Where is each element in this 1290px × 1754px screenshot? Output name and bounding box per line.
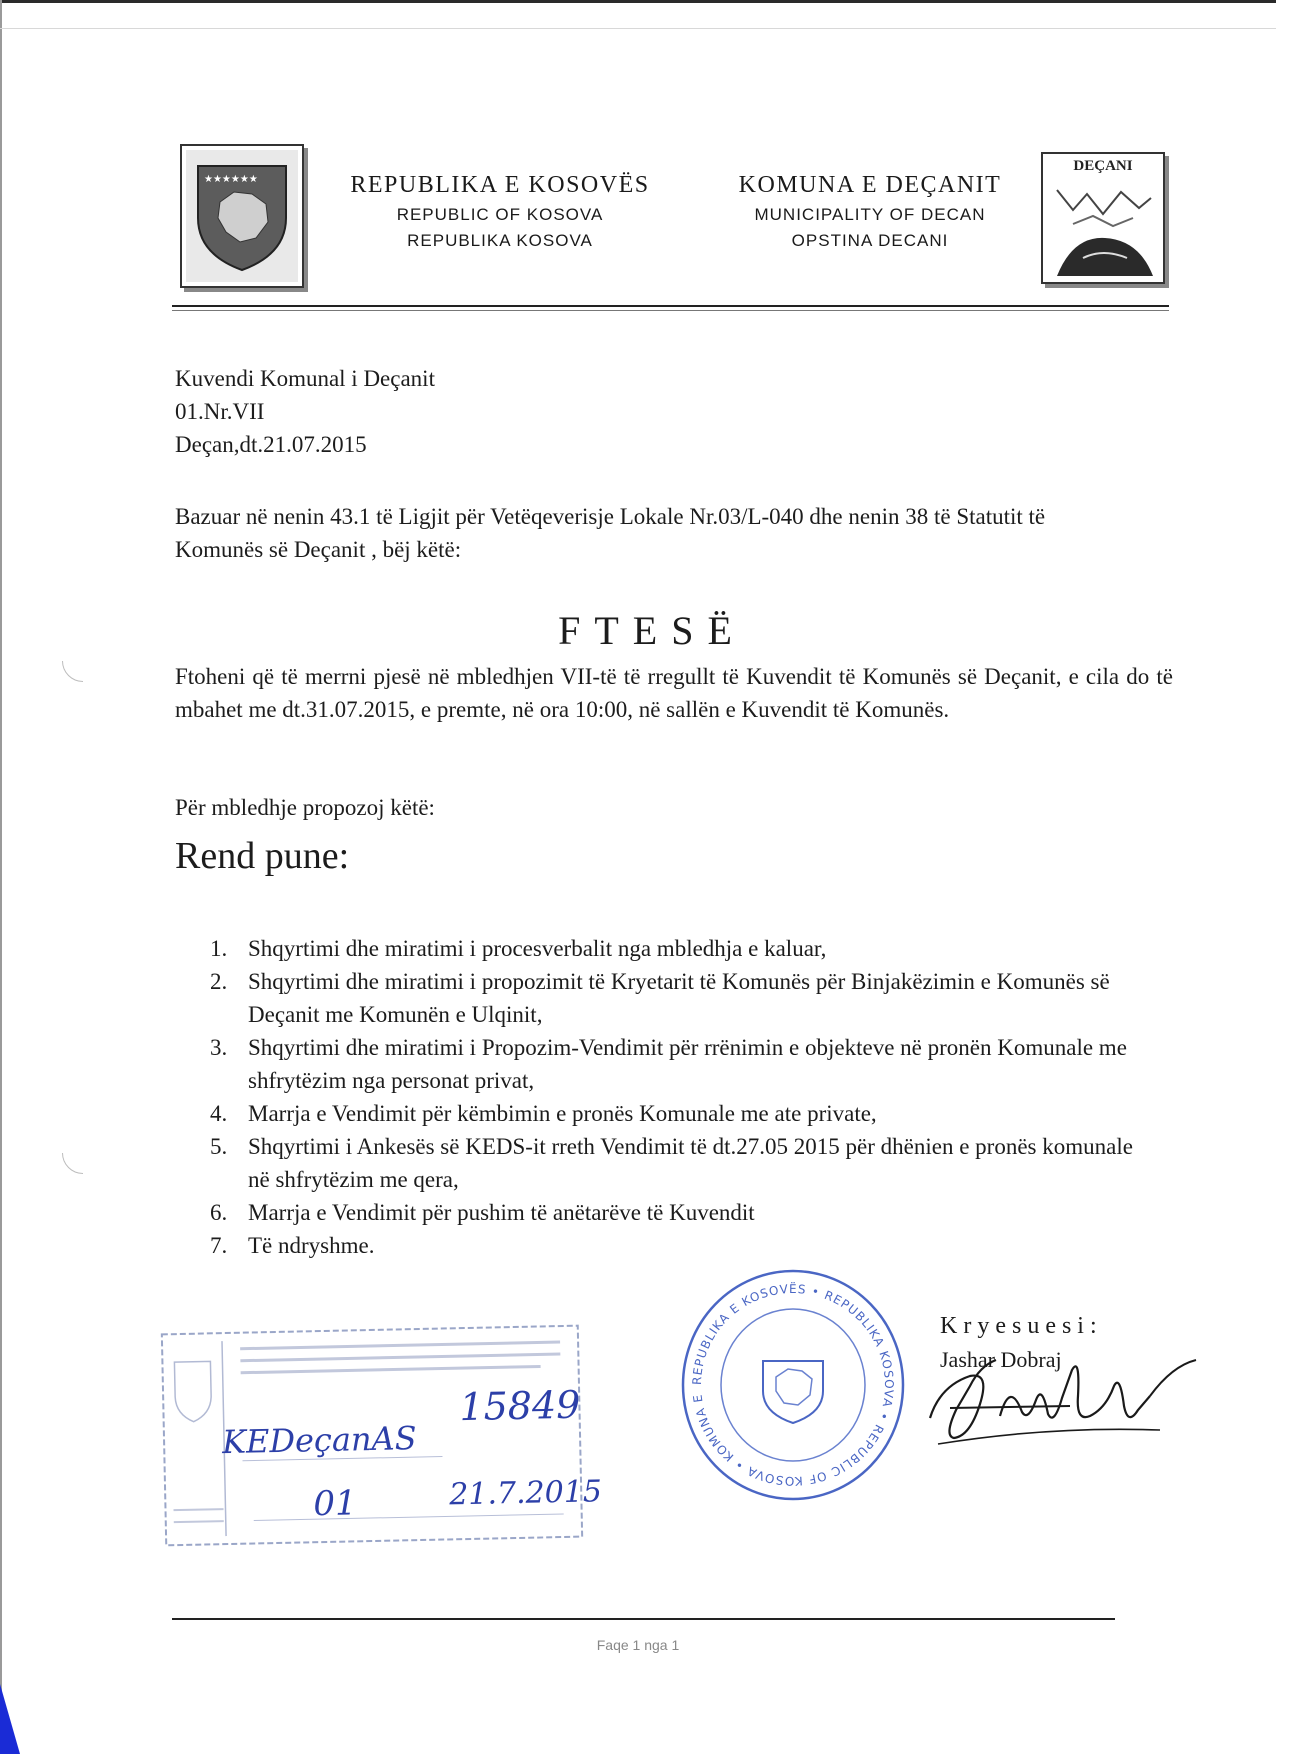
agenda-item [200, 1229, 1160, 1262]
agenda-item [200, 1097, 1160, 1130]
agenda-list [200, 932, 1160, 1262]
header-municipality-line3: OPSTINA DECANI [791, 231, 949, 250]
agenda-item-number: 5. [210, 1134, 228, 1159]
stamp-handwritten-sender: KEDeçanAS [221, 1419, 417, 1462]
footer-rule [172, 1618, 1115, 1620]
header-municipality-title: KOMUNA E DEÇANIT [738, 172, 1002, 198]
agenda-item [200, 1196, 1160, 1229]
decani-logo-text: DEÇANI [1073, 158, 1133, 174]
svg-text:★★★★★★: ★★★★★★ [204, 174, 258, 185]
seal-text: REPUBLIKA E KOSOVËS • REPUBLIKA KOSOVA • REPUBLIC OF KOSOVA • KOMUNA E [689, 1281, 897, 1489]
stamp-handwritten-number: 15849 [458, 1382, 581, 1430]
agenda-item-text: Të ndryshme. [248, 1233, 375, 1258]
document-meta [175, 362, 435, 461]
agenda-item-text: Shqyrtimi dhe miratimi i propozimit të Kryetarit të Komunës për Binjakëzimin e Komunës së Deçanit me Komunën e Ulqinit, [248, 969, 1110, 1027]
agenda-item [200, 1031, 1160, 1097]
stamp-handwritten-date: 21.7.2015 [448, 1474, 603, 1513]
received-stamp [160, 1324, 603, 1548]
agenda-item [200, 932, 1160, 965]
header-rule-thin [172, 310, 1169, 311]
propose-label: Për mbledhje propozoj këtë: [175, 795, 435, 820]
agenda-item-text: Shqyrtimi i Ankesës së KEDS-it rreth Vendimit të dt.27.05 2015 për dhënien e pronës komunale në shfrytëzim me qera, [248, 1134, 1133, 1192]
agenda-item-number: 6. [210, 1200, 228, 1225]
decani-municipality-logo [1041, 152, 1165, 284]
intro-paragraph: Bazuar në nenin 43.1 të Ligjit për Vetëqeverisje Lokale Nr.03/L-040 dhe nenin 38 të Statutit të Komunës së Deçanit , bëj këtë: [175, 504, 1046, 562]
header-republic-title: REPUBLIKA E KOSOVËS [350, 172, 650, 198]
agenda-item-text: Shqyrtimi dhe miratimi i procesverbalit nga mbledhja e kaluar, [248, 936, 827, 961]
agenda-item-text: Shqyrtimi dhe miratimi i Propozim-Vendimit për rrënimin e objekteve në pronën Komunale me shfrytëzim nga personat privat, [248, 1035, 1127, 1093]
header-municipality-line2: MUNICIPALITY OF DECAN [754, 205, 986, 224]
agenda-item [200, 965, 1160, 1031]
kosovo-emblem-logo [180, 144, 304, 288]
scan-corner-mark [0, 1684, 20, 1754]
agenda-item [200, 1130, 1160, 1196]
chair-name: Jashar Dobraj [940, 1347, 1062, 1372]
agenda-item-number: 3. [210, 1035, 228, 1060]
agenda-item-number: 2. [210, 969, 228, 994]
agenda-item-number: 4. [210, 1101, 228, 1126]
invitation-paragraph: Ftoheni që të merrni pjesë në mbledhjen VII-të të rregullt të Kuvendit të Komunës së Deçanit, e cila do të mbahet me dt.31.07.2015, e premte, në ora 10:00, në sallën e Kuvendit të Komunës. [175, 664, 1173, 722]
header-republic [320, 172, 680, 251]
agenda-item-number: 7. [210, 1233, 228, 1258]
stamp-handwritten-code: 01 [313, 1483, 358, 1525]
chair-signature [910, 1326, 1230, 1466]
agenda-item-text: Marrja e Vendimit për pushim të anëtarëve të Kuvendit [248, 1200, 755, 1225]
page-number: Faqe 1 nga 1 [596, 1637, 680, 1653]
punch-hole-mark [62, 1132, 104, 1174]
scan-left-edge [0, 0, 2, 1754]
header-republic-line3: REPUBLIKA KOSOVA [407, 231, 593, 250]
chair-label: Kryesuesi: [940, 1313, 1103, 1339]
institution-name: Kuvendi Komunal i Deçanit [175, 366, 435, 391]
agenda-item-text: Marrja e Vendimit për këmbimin e pronës Komunale me ate private, [248, 1101, 877, 1126]
document-title: FTESË [558, 608, 746, 653]
scan-line [0, 28, 1276, 29]
official-round-seal [678, 1265, 908, 1505]
reference-number: 01.Nr.VII [175, 399, 265, 424]
header-municipality [700, 172, 1040, 251]
agenda-item-number: 1. [210, 936, 228, 961]
header-rule [172, 305, 1169, 307]
place-date: Deçan,dt.21.07.2015 [175, 432, 367, 457]
agenda-heading: Rend pune: [175, 835, 350, 877]
header-republic-line2: REPUBLIC OF KOSOVA [396, 205, 604, 224]
scan-top-edge [0, 0, 1276, 3]
